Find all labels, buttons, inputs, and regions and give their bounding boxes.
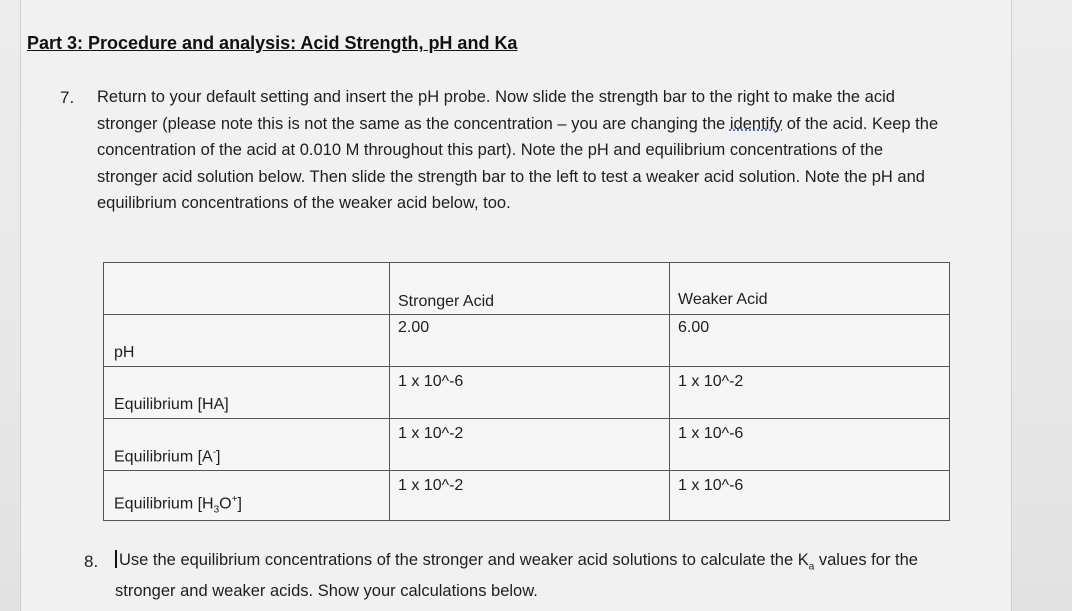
table-row-a [104, 419, 950, 471]
cell-weaker-ph[interactable] [670, 315, 950, 367]
row-label-a-sup: - [212, 446, 217, 458]
row-label-h3o-sup: + [231, 494, 238, 506]
value-weaker-ha: 1 x 10^-2 [678, 373, 744, 390]
question-8-number: 8. [84, 552, 99, 571]
value-stronger-a: 1 x 10^-2 [398, 425, 464, 442]
row-label-h3o-main: Equilibrium [H [114, 495, 214, 513]
question-8-text[interactable] [115, 548, 935, 604]
table-row-h3o [104, 471, 950, 521]
text-cursor [115, 550, 117, 568]
row-label-h3o-sub: 3 [213, 505, 220, 516]
results-table [103, 262, 950, 521]
value-stronger-h3o: 1 x 10^-2 [398, 477, 464, 494]
header-empty-cell[interactable] [104, 263, 390, 315]
value-weaker-ph: 6.00 [678, 319, 710, 336]
question-8-text-part1: Use the equilibrium concentrations of the stronger and weaker acid solutions to calculate the K [119, 551, 809, 569]
question-7-text [97, 84, 947, 217]
value-stronger-ph: 2.00 [398, 319, 430, 336]
row-label-cell [104, 471, 390, 521]
cell-stronger-ph[interactable] [390, 315, 670, 367]
row-label-cell [104, 315, 390, 367]
question-7-text-part1: Return to your default setting and insert the pH probe. Now slide the strength bar to the right to make the acid stronger (please note this is not the same as the concentration – you are changing the [97, 88, 895, 133]
value-weaker-a: 1 x 10^-6 [678, 425, 744, 442]
header-weaker-label: Weaker Acid [678, 291, 768, 308]
cell-weaker-ha[interactable] [670, 367, 950, 419]
header-weaker-acid[interactable] [670, 263, 950, 315]
header-stronger-acid[interactable] [390, 263, 670, 315]
row-label-a-end: ] [216, 448, 221, 465]
row-label-a-main: Equilibrium [A [114, 448, 213, 465]
table-row-ha [104, 367, 950, 419]
row-label-ph: pH [114, 344, 135, 361]
value-weaker-h3o: 1 x 10^-6 [678, 477, 744, 494]
cell-stronger-h3o[interactable] [390, 471, 670, 521]
cell-stronger-ha[interactable] [390, 367, 670, 419]
row-label-cell [104, 419, 390, 471]
row-label-h3o [114, 494, 242, 516]
table-row-ph [104, 315, 950, 367]
row-label-h3o-mid: O [219, 495, 232, 513]
header-stronger-label: Stronger Acid [398, 293, 495, 310]
cell-stronger-a[interactable] [390, 419, 670, 471]
row-label-a [114, 447, 221, 466]
question-7-text-part2: of the acid. Keep the concentration of the acid at 0.010 M throughout this part). Note the pH and equilibrium concentrations of the stronger acid solution below. Then slide the strength bar to the left to test a weaker acid solution. Note the pH and equilibrium concentrations of the weaker acid below, too. [97, 114, 939, 212]
row-label-cell [104, 367, 390, 419]
question-7-identify-word: identify [729, 114, 783, 133]
cell-weaker-a[interactable] [670, 419, 950, 471]
cell-weaker-h3o[interactable] [670, 471, 950, 521]
question-7-number: 7. [60, 88, 75, 107]
row-label-h3o-end: ] [237, 495, 242, 513]
question-8-text-part2: values for the stronger and weaker acids. Show your calculations below. [115, 551, 918, 601]
section-heading: Part 3: Procedure and analysis: Acid Strength, pH and Ka [27, 33, 518, 53]
question-8-ka-sub: a [808, 561, 815, 573]
table-header-row [104, 263, 950, 315]
row-label-ha: Equilibrium [HA] [114, 396, 229, 413]
value-stronger-ha: 1 x 10^-6 [398, 373, 464, 390]
